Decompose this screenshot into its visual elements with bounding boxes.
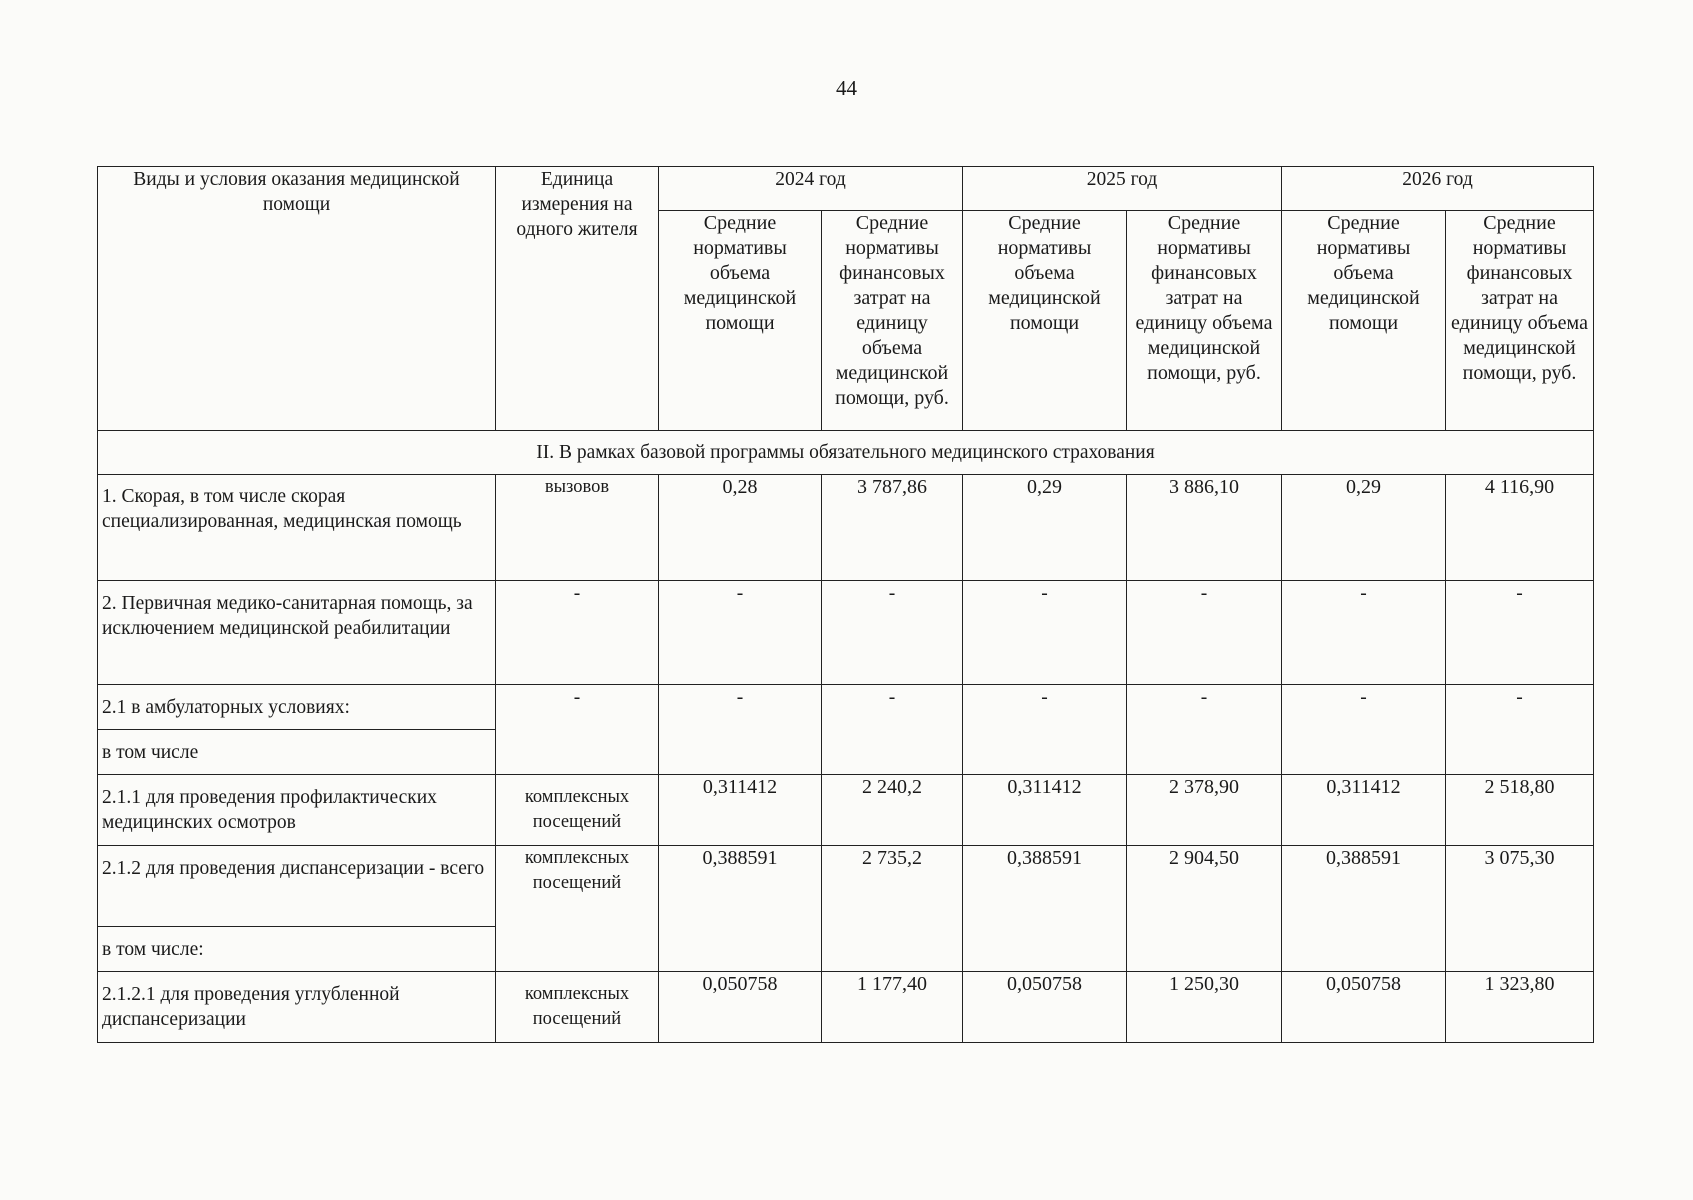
header-cost-2026: Средние нормативы финансовых затрат на единицу объема медицинской помощи, руб. <box>1446 211 1594 431</box>
value-cost-2026: 2 518,80 <box>1446 775 1594 846</box>
header-cost-2024: Средние нормативы финансовых затрат на единицу объема медицинской помощи, руб. <box>822 211 963 431</box>
value-cost-2025: - <box>1127 581 1282 685</box>
value-volume-2026: 0,311412 <box>1282 775 1446 846</box>
value-volume-2025: - <box>963 581 1127 685</box>
value-cost-2025: 2 378,90 <box>1127 775 1282 846</box>
header-type-of-care: Виды и условия оказания медицинской помощи <box>98 167 496 431</box>
value-volume-2024: 0,388591 <box>659 846 822 972</box>
value-cost-2024: 2 240,2 <box>822 775 963 846</box>
row-unit: - <box>496 685 659 775</box>
header-year-2024: 2024 год <box>659 167 963 211</box>
value-volume-2024: - <box>659 685 822 775</box>
row-name: 2.1.2 для проведения диспансеризации - всего <box>98 846 496 927</box>
row-unit: комплексных посещений <box>496 775 659 846</box>
row-name: в том числе <box>98 730 496 775</box>
value-cost-2025: 2 904,50 <box>1127 846 1282 972</box>
section-title: II. В рамках базовой программы обязательного медицинского страхования <box>98 431 1594 475</box>
value-volume-2024: - <box>659 581 822 685</box>
page-number: 44 <box>836 76 857 100</box>
value-cost-2025: - <box>1127 685 1282 775</box>
medical-standards-table <box>97 166 1594 1043</box>
header-cost-2025: Средние нормативы финансовых затрат на единицу объема медицинской помощи, руб. <box>1127 211 1282 431</box>
value-cost-2024: - <box>822 581 963 685</box>
value-volume-2026: 0,29 <box>1282 475 1446 581</box>
value-cost-2024: 2 735,2 <box>822 846 963 972</box>
row-unit: комплексных посещений <box>496 972 659 1043</box>
value-cost-2026: 1 323,80 <box>1446 972 1594 1043</box>
value-volume-2026: - <box>1282 685 1446 775</box>
header-year-2025: 2025 год <box>963 167 1282 211</box>
value-cost-2024: 1 177,40 <box>822 972 963 1043</box>
header-volume-2025: Средние нормативы объема медицинской помощи <box>963 211 1127 431</box>
header-year-2026: 2026 год <box>1282 167 1594 211</box>
row-name: в том числе: <box>98 927 496 972</box>
header-volume-2024: Средние нормативы объема медицинской помощи <box>659 211 822 431</box>
value-volume-2025: 0,388591 <box>963 846 1127 972</box>
value-volume-2025: 0,29 <box>963 475 1127 581</box>
value-volume-2024: 0,050758 <box>659 972 822 1043</box>
table-row <box>98 475 1594 581</box>
value-volume-2026: - <box>1282 581 1446 685</box>
row-name: 1. Скорая, в том числе скорая специализированная, медицинская помощь <box>98 475 496 581</box>
row-unit: вызовов <box>496 475 659 581</box>
value-volume-2026: 0,388591 <box>1282 846 1446 972</box>
row-name: 2.1.2.1 для проведения углубленной диспансеризации <box>98 972 496 1043</box>
header-volume-2026: Средние нормативы объема медицинской помощи <box>1282 211 1446 431</box>
value-cost-2026: - <box>1446 685 1594 775</box>
row-name: 2.1.1 для проведения профилактических медицинских осмотров <box>98 775 496 846</box>
value-volume-2026: 0,050758 <box>1282 972 1446 1043</box>
row-name: 2. Первичная медико-санитарная помощь, за исключением медицинской реабилитации <box>98 581 496 685</box>
row-unit: комплексных посещений <box>496 846 659 972</box>
table-row <box>98 775 1594 846</box>
value-cost-2025: 1 250,30 <box>1127 972 1282 1043</box>
table-row <box>98 846 1594 927</box>
value-cost-2024: - <box>822 685 963 775</box>
value-volume-2024: 0,311412 <box>659 775 822 846</box>
value-cost-2026: - <box>1446 581 1594 685</box>
value-volume-2025: - <box>963 685 1127 775</box>
value-cost-2026: 4 116,90 <box>1446 475 1594 581</box>
value-volume-2024: 0,28 <box>659 475 822 581</box>
row-unit: - <box>496 581 659 685</box>
value-volume-2025: 0,050758 <box>963 972 1127 1043</box>
value-cost-2025: 3 886,10 <box>1127 475 1282 581</box>
table-row <box>98 972 1594 1043</box>
value-volume-2025: 0,311412 <box>963 775 1127 846</box>
row-name: 2.1 в амбулаторных условиях: <box>98 685 496 730</box>
table-row <box>98 581 1594 685</box>
table-row <box>98 685 1594 730</box>
value-cost-2024: 3 787,86 <box>822 475 963 581</box>
header-unit: Единица измерения на одного жителя <box>496 167 659 431</box>
value-cost-2026: 3 075,30 <box>1446 846 1594 972</box>
